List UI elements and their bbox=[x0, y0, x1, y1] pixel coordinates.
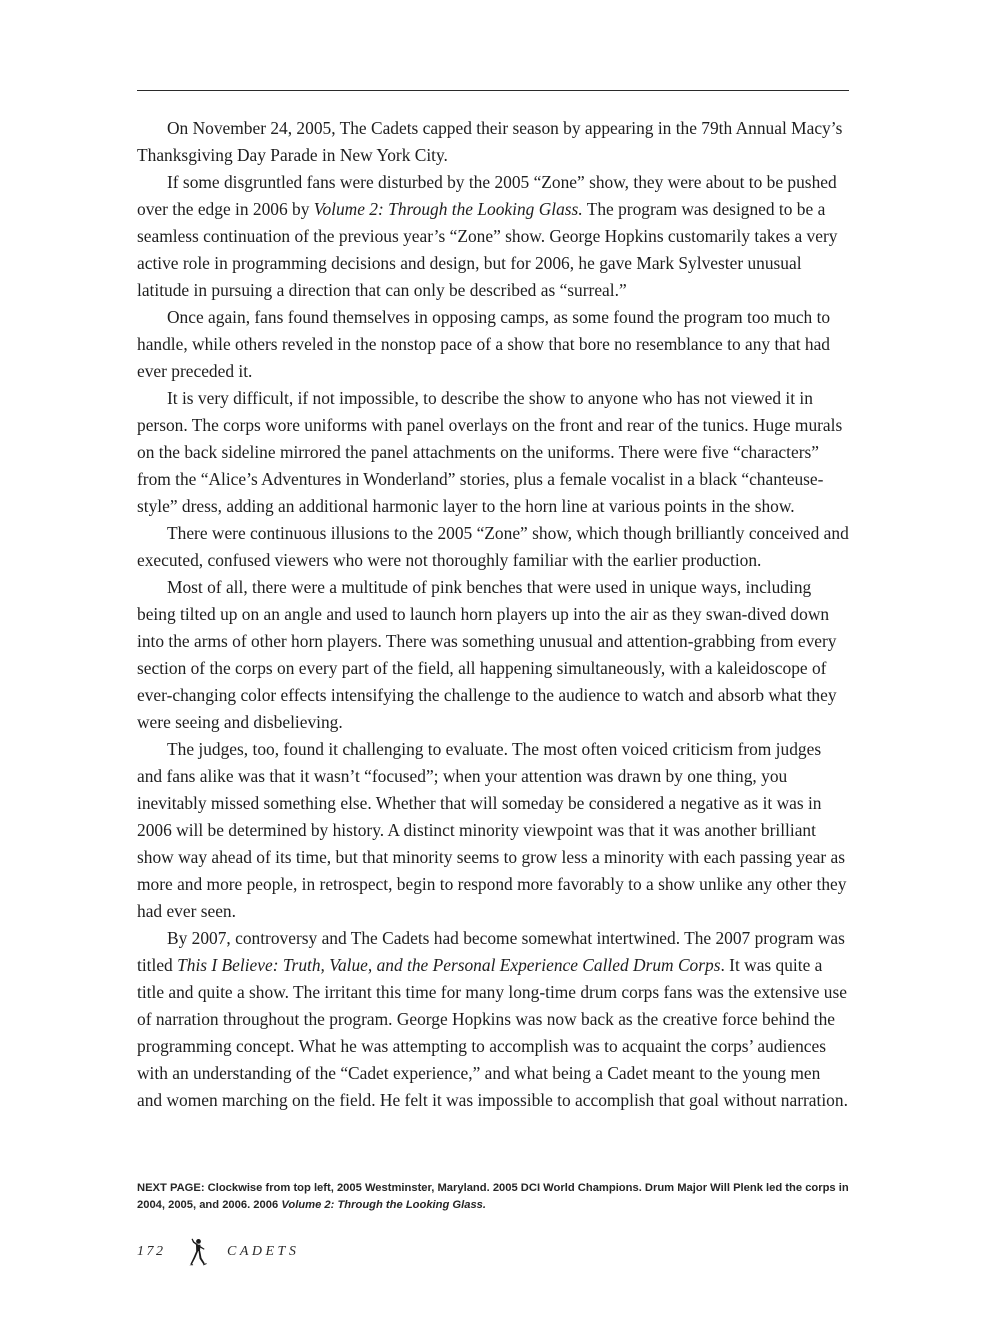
photo-caption bbox=[137, 1180, 849, 1214]
text-run: NEXT PAGE: Clockwise from top left, 2005 Westminster, Maryland. 2005 DCI World Champions. Drum Major Will Plenk led the corps in 2004, 2005, and 2006. 2006 bbox=[137, 1182, 849, 1211]
text-run: If some disgruntled fans were disturbed by the 2005 “Zone” show, they were about to be pushed over the edge in 2006 by bbox=[137, 172, 837, 219]
paragraph bbox=[137, 520, 849, 574]
text-run: . It was quite a title and quite a show. The irritant this time for many long-time drum corps fans was the extensive use of narration throughout the program. George Hopkins was now back as the creative force behind the programming concept. What he was attempting to accomplish was to acquaint the corps’ audiences with an understanding of the “Cadet experience,” and what being a Cadet meant to the young men and women marching on the field. He felt it was impossible to accomplish that goal without narration. bbox=[137, 955, 848, 1110]
italic-title: Volume 2: Through the Looking Glass. bbox=[313, 199, 583, 219]
text-run: Most of all, there were a multitude of pink benches that were used in unique ways, including being tilted up on an angle and used to launch horn players up into the air as they swan-dived down into the arms of other horn players. There was something unusual and attention-grabbing from every section of the corps on every part of the field, all happening simultaneously, with a kaleidoscope of ever-changing color effects intensifying the challenge to the audience to watch and absorb what they were seeing and disbelieving. bbox=[137, 577, 837, 732]
text-run: By 2007, controversy and The Cadets had become somewhat intertwined. The 2007 program was titled bbox=[137, 928, 845, 975]
paragraph bbox=[137, 304, 849, 385]
text-run: The program was designed to be a seamless continuation of the previous year’s “Zone” show. George Hopkins customarily takes a very active role in programming decisions and design, but for 2006, he gave Mark Sylvester unusual latitude in pursuing a direction that can only be described as “surreal.” bbox=[137, 199, 838, 300]
paragraph bbox=[137, 169, 849, 304]
text-run: On November 24, 2005, The Cadets capped their season by appearing in the 79th Annual Macy’s Thanksgiving Day Parade in New York City. bbox=[137, 118, 843, 165]
text-run: The judges, too, found it challenging to evaluate. The most often voiced criticism from judges and fans alike was that it wasn’t “focused”; when your attention was drawn by one thing, you inevitably missed something else. Whether that will someday be considered a negative as it was in 2006 will be determined by history. A distinct minority viewpoint was that it was another brilliant show way ahead of its time, but that minority seems to grow less a minority with each passing year as more and more people, in retrospect, begin to respond more favorably to a show unlike any other they had ever seen. bbox=[137, 739, 847, 921]
text-run: Once again, fans found themselves in opposing camps, as some found the program too much to handle, while others reveled in the nonstop pace of a show that bore no resemblance to any that had ever preceded it. bbox=[137, 307, 831, 381]
paragraph bbox=[137, 115, 849, 169]
italic-title: Volume 2: Through the Looking Glass. bbox=[281, 1199, 487, 1211]
body-text bbox=[137, 115, 849, 1114]
paragraph bbox=[137, 385, 849, 520]
text-run: It is very difficult, if not impossible, to describe the show to anyone who has not viewed it in person. The corps wore uniforms with panel overlays on the front and rear of the tunics. Huge murals on the back sideline mirrored the panel attachments on the uniforms. There were five “characters” from the “Alice’s Adventures in Wonderland” stories, plus a female vocalist in a black “chanteuse-style” dress, adding an additional harmonic layer to the horn line at various points in the show. bbox=[137, 388, 843, 516]
drum-major-silhouette-icon bbox=[185, 1238, 209, 1266]
running-title: CADETS bbox=[227, 1244, 300, 1259]
page-number: 172 bbox=[137, 1244, 166, 1259]
paragraph bbox=[137, 574, 849, 736]
text-run: There were continuous illusions to the 2005 “Zone” show, which though brilliantly conceived and executed, confused viewers who were not thoroughly familiar with the earlier production. bbox=[137, 523, 849, 570]
italic-title: This I Believe: Truth, Value, and the Personal Experience Called Drum Corps bbox=[177, 955, 721, 975]
page-footer bbox=[137, 1237, 299, 1267]
paragraph bbox=[137, 736, 849, 925]
paragraph bbox=[137, 925, 849, 1114]
header-rule bbox=[137, 90, 849, 91]
